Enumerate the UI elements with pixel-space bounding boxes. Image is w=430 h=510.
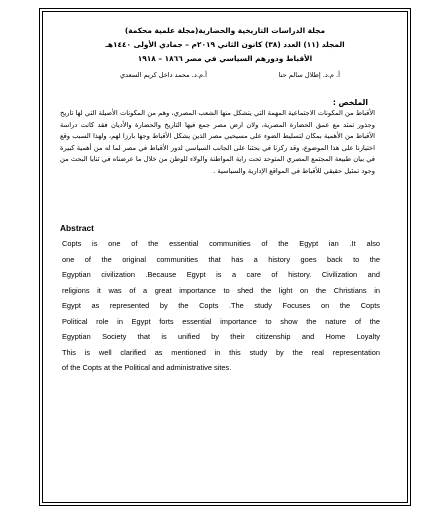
abstract-line: religions it was of a great importance to shed the light on the Christians in [62, 285, 380, 295]
arabic-abstract-title: الملخص : [332, 98, 368, 107]
abstract-line: Egypt as represented by the Copts .The study Focuses on the Copts [62, 301, 380, 310]
authors [120, 71, 340, 79]
english-abstract-title: Abstract [60, 223, 94, 233]
abstract-line: Political role in Egypt forts essential importance to show the nature of the [62, 316, 380, 326]
abstract-line: Egyptian civilization .Because Egypt is a care of history. Civilization and [62, 270, 380, 279]
arabic-abstract-body: الأقباط من المكونات الاجتماعية المهمة التي يتشكل منها الشعب المصري، وهم من المكونات الأصيلة التي لها تاريخ وجذور تمتد مع عمق الحضارة المصرية، ولان ارض مصر جمع فيها التاريخ والحضارة والأديان فقد كانت دراسة الأقباط من الأهمية بمكان لتسليط الضوء على مسيحيي مصر الذين يشكل الأقباط وجها بارزا لهم، ولهذا السبب وقع اختيارنا على هذا الموضوع، وقد ركزنا في بحثنا على الجانب السياسي لدور الأقباط في مصر لما له من أهمية كبيرة في بيان طبيعة المجتمع المصري المتوحد تحت راية المواطنة والولاء للوطن من خلال ما عرضناه في ثنايا البحث من وجود تمثيل حقيقي للأقباط في المواقع الإدارية والسياسية . [60, 109, 375, 175]
abstract-line: Copts is one of the essential communities of the Egypt ian .It also [62, 239, 380, 248]
journal-issue: المجلد (١١) العدد (٣٨) كانون الثاني ٢٠١٩م – جمادي الأولى ١٤٤٠هـ [105, 40, 345, 49]
abstract-line: Egyptian Society that is unified by their citizenship and Home Loyalty [62, 332, 380, 341]
author-first: أ. م.د. إطلال سالم حنا [278, 71, 340, 79]
abstract-line: This is well clarified as mentioned in this study by the real representation [62, 347, 380, 357]
paper-title: الأقباط ودورهم السياسي في مصر ١٨٦٦ – ١٩١٨ [137, 54, 313, 63]
abstract-line: one of the original communities that has a history goes back to the [62, 254, 380, 264]
author-second: أ.م.د. محمد داخل كريم السعدي [120, 71, 207, 79]
abstract-line: of the Copts at the Political and administrative sites. [62, 363, 232, 372]
journal-title: مجلة الدراسات التاريخية والحضارية(مجلة علمية محكمة) [124, 26, 326, 35]
english-abstract-body [62, 236, 380, 376]
